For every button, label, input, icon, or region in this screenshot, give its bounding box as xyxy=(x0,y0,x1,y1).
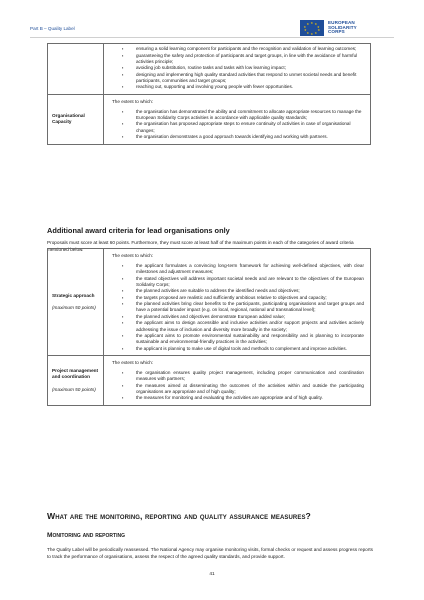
list-item: ▪ guaranteeing the safety and protection of participants and target groups, in line with the avoidance of harmful activities principle; xyxy=(122,53,364,65)
criterion-title: Project management and coordination xyxy=(52,368,99,380)
eu-flag-icon: ★ ★ ★ ★ ★ ★ ★ ★ ★ ★ xyxy=(300,20,324,36)
list-item: ▪ the applicant aims to promote environmental sustainability and responsibility and is planning to incorporate sustainable and environmental-friendly practices in the activities; xyxy=(122,333,364,345)
criterion-content-cell xyxy=(104,249,371,356)
list-item: ▪ avoiding job substitution, routine tasks and tasks with low learning impact; xyxy=(122,65,364,71)
list-item: ▪ the planned activities bring clear benefits to the participants, participating organisations and target groups and have a potential broader impact (e.g. on local, regional, national and transnational level); xyxy=(122,301,364,313)
logo-text: EUROPEAN SOLIDARITY CORPS xyxy=(328,19,357,35)
criterion-label-cell xyxy=(48,356,104,406)
european-solidarity-corps-logo xyxy=(300,19,394,37)
list-item: ▪ the measures for monitoring and evaluating the activities are appropriate and of high quality. xyxy=(122,395,364,401)
criterion-label-cell xyxy=(48,249,104,356)
list-item: ▪ ensuring a solid learning component for participants and the recognition and validation of learning outcomes; xyxy=(122,46,364,52)
list-item: ▪ the stated objectives will address important societal needs and are relevant to the objectives of the European Solidarity Corps; xyxy=(122,276,364,288)
list-item: ▪ designing and implementing high quality standard activities that respond to unmet societal needs and benefit participants, communities and target groups; xyxy=(122,72,364,84)
table-row xyxy=(48,249,371,356)
criterion-intro: The extent to which: xyxy=(112,360,154,366)
list-item: ▪ the organisation ensures quality project management, including proper communication and coordination measures with partners; xyxy=(122,370,364,382)
list-item: ▪ the organisation demonstrates a good approach towards identifying and working with partners. xyxy=(122,134,364,140)
header-divider xyxy=(30,37,394,38)
section-subheading: Monitoring and reporting xyxy=(47,532,125,539)
criterion-max-points: (maximum 50 points) xyxy=(52,305,96,311)
criterion-label-cell xyxy=(48,44,104,95)
list-item: ▪ the measures aimed at disseminating the outcomes of the activities within and outside the participating organisations are appropriate and of high quality; xyxy=(122,383,364,395)
criterion-content-cell xyxy=(104,356,371,406)
list-item: ▪ reaching out, supporting and involving young people with fewer opportunities. xyxy=(122,84,364,90)
criterion-content-cell xyxy=(104,94,371,144)
section-heading: Additional award criteria for lead organisations only xyxy=(47,226,230,235)
table-row xyxy=(48,44,371,95)
lead-organisation-criteria-table xyxy=(47,248,371,406)
list-item: ▪ the applicant aims to design accessible and inclusive activities and/or support projects and activities actively addressing the issue of inclusion and diversity more broadly in the society; xyxy=(122,320,364,332)
criterion-label-cell xyxy=(48,94,104,144)
list-item: ▪ the applicant formulates a convincing long-term framework for achieving well-defined objectives, with clear milestones and adjustment measures; xyxy=(122,263,364,275)
section-paragraph: Proposals must score at least 60 points. Furthermore, they must score at least half of the maximum points in each of the categories of award criteria mentioned below. xyxy=(47,240,354,252)
criterion-title: Strategic approach xyxy=(52,292,95,298)
quality-criteria-table xyxy=(47,43,371,145)
running-header: Part B – Quality Label xyxy=(30,26,75,31)
table-row xyxy=(48,356,371,406)
criterion-max-points: (maximum 50 points) xyxy=(52,386,96,392)
page-number: 41 xyxy=(209,572,215,577)
criterion-intro: The extent to which: xyxy=(112,98,154,104)
table-row xyxy=(48,94,371,144)
list-item: ▪ the organisation has demonstrated the ability and commitment to allocate appropriate resources to manage the European Solidarity Corps activities in accordance with applicable quality standards; xyxy=(122,109,364,121)
section-paragraph: The Quality Label will be periodically reassessed. The National Agency may organise monitoring visits, formal checks or request and assess progress reports to track the performance of organisations, assess the respect of the agreed quality standards, and provide support. xyxy=(47,547,373,559)
list-item: ▪ the applicant is planning to make use of digital tools and methods to complement and improve activities. xyxy=(122,346,364,352)
list-item: ▪ the planned activities and objectives demonstrate European added value; xyxy=(122,314,364,320)
list-item: ▪ the planned activities are suitable to address the identified needs and objectives; xyxy=(122,288,364,294)
criterion-content-cell xyxy=(104,44,371,95)
criterion-title: Organisational Capacity xyxy=(52,112,85,125)
list-item: ▪ the targets proposed are realistic and sufficiently ambitious relative to objectives and capacity; xyxy=(122,295,364,301)
list-item: ▪ the organisation has proposed appropriate steps to ensure continuity of activities in case of organisational changes; xyxy=(122,121,364,133)
criterion-intro: The extent to which: xyxy=(112,253,154,258)
section-heading: What are the monitoring, reporting and quality assurance measures? xyxy=(47,511,311,521)
